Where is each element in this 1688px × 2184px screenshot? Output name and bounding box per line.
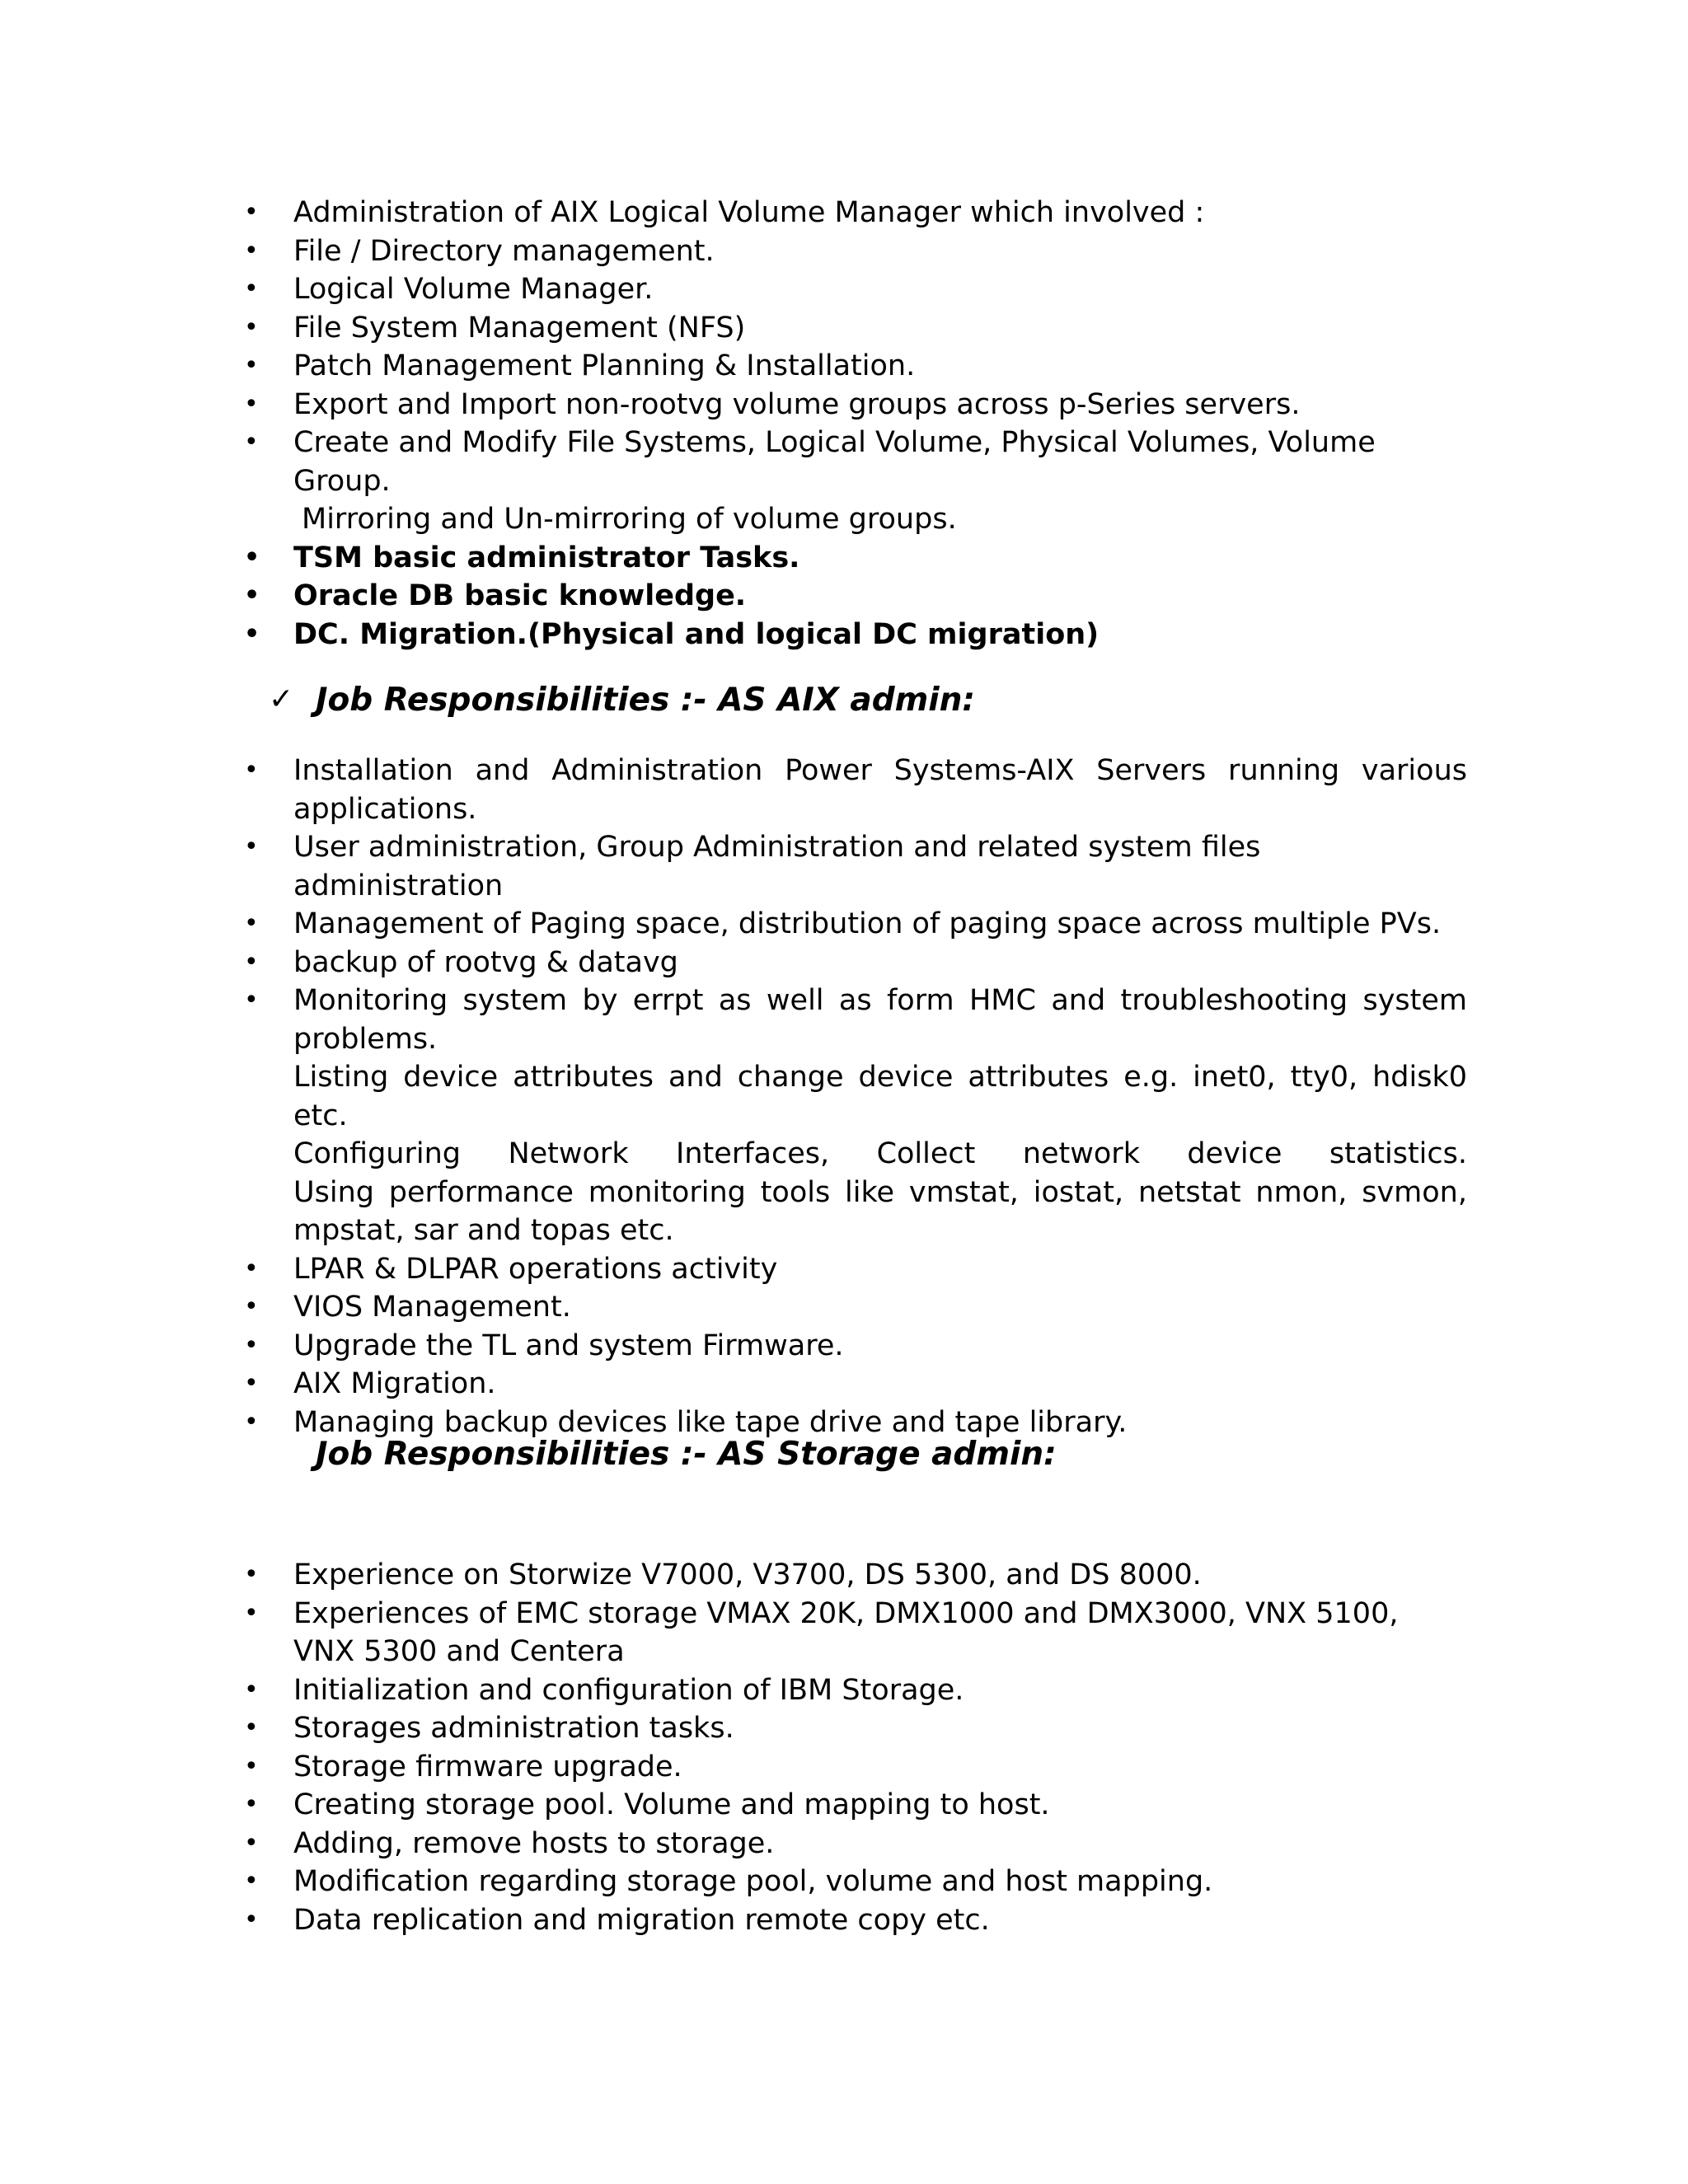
bullet-icon: • (244, 1560, 259, 1589)
list-item-continuation: Mirroring and Un-mirroring of volume groups. (302, 503, 957, 536)
list-item: • Initialization and configuration of IBM Storage. (0, 1671, 1688, 1710)
list-item: • Experience on Storwize V7000, V3700, DS 5300, and DS 8000. (0, 1556, 1688, 1595)
list-item: • Experiences of EMC storage VMAX 20K, DMX1000 and DMX3000, VNX 5100, VNX 5300 and Centera (0, 1595, 1688, 1671)
list-item: • Management of Paging space, distribution of paging space across multiple PVs. (0, 905, 1688, 944)
list-item: • Storages administration tasks. (0, 1709, 1688, 1748)
bullet-icon: • (244, 1867, 259, 1896)
checkmark-icon: ✓ (269, 682, 294, 716)
list-item: • File System Management (NFS) (0, 309, 1688, 348)
bullet-icon: • (244, 542, 260, 572)
list-item: • LPAR & DLPAR operations activity (0, 1250, 1688, 1289)
bullet-icon: • (244, 1292, 259, 1321)
bullet-icon: • (244, 236, 259, 265)
bullet-icon: • (244, 1407, 259, 1436)
storage-list (0, 1556, 1688, 1939)
list-item-text: Monitoring system by errpt as well as form HMC and troubleshooting system problems. (293, 984, 1467, 1056)
list-item: • Modification regarding storage pool, volume and host mapping. (0, 1863, 1688, 1901)
bullet-icon: • (244, 312, 259, 342)
bullet-icon: • (244, 389, 259, 419)
list-item: • VIOS Management. (0, 1288, 1688, 1327)
list-item: • Adding, remove hosts to storage. (0, 1825, 1688, 1863)
bullet-icon: • (244, 1828, 259, 1858)
list-item: • File / Directory management. (0, 232, 1688, 271)
bullet-icon: • (244, 581, 260, 610)
bullet-icon: • (244, 756, 259, 785)
list-item-text: Using performance monitoring tools like vmstat, iostat, netstat nmon, svmon, mpstat, sar and topas etc. (293, 1175, 1467, 1247)
list-item: • Logical Volume Manager. (0, 270, 1688, 309)
bullet-icon: • (244, 428, 259, 457)
bullet-icon: • (244, 1905, 259, 1934)
bullet-icon: • (244, 351, 259, 380)
bullet-icon: • (244, 947, 259, 977)
list-item: • Data replication and migration remote copy etc. (0, 1901, 1688, 1940)
list-item: • Oracle DB basic knowledge. (0, 577, 1688, 616)
bullet-icon: • (244, 274, 259, 303)
bullet-icon: • (244, 832, 259, 861)
list-item: • User administration, Group Administration and related system files administration (0, 828, 1688, 905)
bullet-icon: • (244, 1675, 259, 1704)
list-item: • AIX Migration. (0, 1365, 1688, 1404)
list-item: • Upgrade the TL and system Firmware. (0, 1327, 1688, 1366)
bullet-icon: • (244, 619, 260, 649)
bullet-icon: • (244, 1713, 259, 1742)
bullet-icon: • (244, 1790, 259, 1819)
bullet-icon: • (244, 1330, 259, 1360)
list-item: • Creating storage pool. Volume and mapping to host. (0, 1786, 1688, 1825)
bullet-icon: • (244, 198, 259, 227)
list-item (0, 982, 1688, 1250)
list-item: • Patch Management Planning & Installation. (0, 347, 1688, 386)
bullet-icon: • (244, 1751, 259, 1781)
bullet-icon: • (244, 1254, 259, 1283)
aix-heading: Job Responsibilities :- AS AIX admin: (316, 682, 976, 719)
list-item: • Installation and Administration Power Systems-AIX Servers running various applications. (0, 752, 1688, 828)
bullet-icon: • (244, 909, 259, 938)
list-item: • Create and Modify File Systems, Logical Volume, Physical Volumes, Volume Group. (0, 424, 1688, 500)
bullet-icon: • (244, 986, 259, 1015)
list-item-text: Configuring Network Interfaces, Collect network device statistics. (293, 1137, 1467, 1170)
list-item: • TSM basic administrator Tasks. (0, 539, 1688, 578)
list-item: • Storage firmware upgrade. (0, 1748, 1688, 1787)
list-item: • Administration of AIX Logical Volume Manager which involved : (0, 194, 1688, 232)
list-item-text: Listing device attributes and change device attributes e.g. inet0, tty0, hdisk0 etc. (293, 1061, 1467, 1132)
list-item: • DC. Migration.(Physical and logical DC migration) (0, 616, 1688, 654)
list-item: • backup of rootvg & datavg (0, 944, 1688, 982)
aix-list (0, 752, 1688, 1441)
list-item: • Managing backup devices like tape drive and tape library. (0, 1404, 1688, 1442)
list-item: • Export and Import non-rootvg volume groups across p-Series servers. (0, 386, 1688, 424)
bullet-icon: • (244, 1369, 259, 1398)
lvm-list (0, 194, 1688, 654)
storage-heading: Job Responsibilities :- AS Storage admin: (316, 1436, 1057, 1473)
bullet-icon: • (244, 1598, 259, 1628)
